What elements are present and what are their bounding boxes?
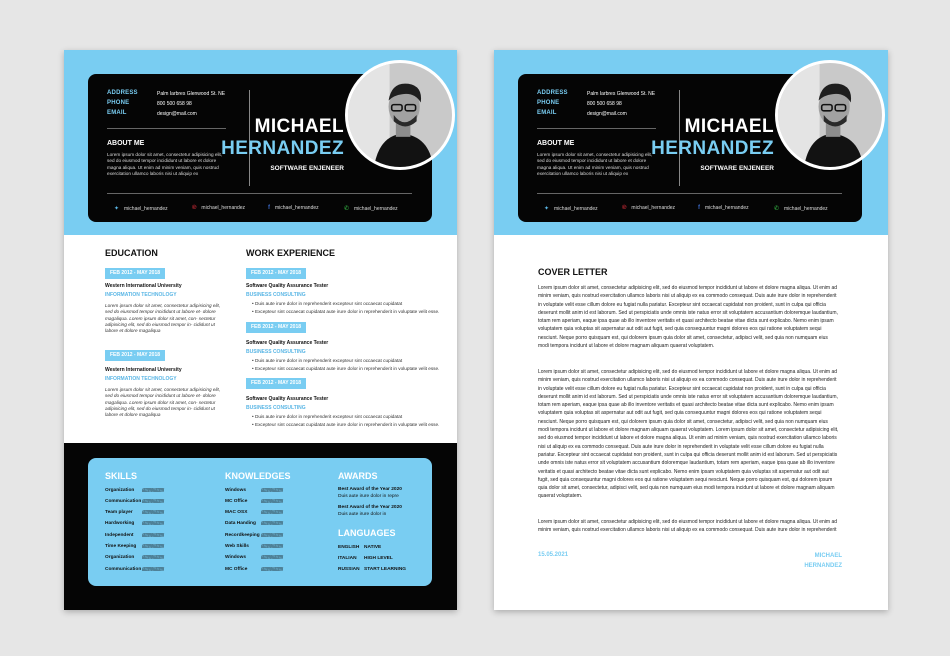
pinterest-icon: ℗: [192, 205, 197, 211]
skill-level-bar: ////////////////////: [142, 533, 164, 539]
award-title: Best Award of the Year 2020: [338, 487, 402, 492]
education-text: Lorem ipsum dolor sit amet, consectetur adipisicing elit, sed do eiusmod tempor incididunt ut labore et- dolore magaliqua. Lorem ipsum dolor sit amet, con- sectetur adipisicing elit, sed do eiusmod tempor in- cididunt ut labore et dolore magaliqua: [105, 387, 221, 418]
phone-label: PHONE: [537, 100, 560, 106]
phone-value: 800 500 658 98: [157, 101, 192, 107]
work-bullet: • Duis aute irure dolor in reprehenderit excepteur sint occaecat cupidatat: [252, 358, 403, 363]
work-date: FEB 2012 - MAY 2018: [246, 322, 306, 333]
knowledge-item: MC Office: [225, 567, 248, 572]
work-title: Software Quality Assurance Tester: [246, 340, 329, 346]
education-school: Western International University: [105, 283, 182, 289]
education-heading: EDUCATION: [105, 248, 158, 258]
social-twitter[interactable]: [114, 205, 168, 212]
social-divider: [107, 193, 412, 194]
skill-item: Time Keeping: [105, 544, 137, 549]
whatsapp-icon: ✆: [344, 206, 350, 212]
email-label: EMAIL: [537, 110, 557, 116]
work-date: FEB 2012 - MAY 2018: [246, 268, 306, 279]
social-pinterest[interactable]: [192, 205, 245, 211]
work-title: Software Quality Assurance Tester: [246, 283, 329, 289]
phone-label: PHONE: [107, 100, 130, 106]
contact-divider: [107, 128, 226, 129]
about-text: Lorem ipsum dolor sit amet, consectetur adipisicing elit, sed do eiusmod tempor incididunt ut labore et dolore magna aliqua. Ut enim ad minim veniam, quis nostrud exercitation ullamco laboris nisi ut aliquip ex: [107, 152, 223, 177]
language-name: ENGLISH: [338, 545, 360, 550]
portrait-image: [348, 63, 452, 167]
knowledge-level-bar: ////////////////////: [261, 521, 283, 527]
education-school: Western International University: [105, 367, 182, 373]
address-value: Palm Iarbres Glenwood St. NE: [587, 91, 656, 97]
skill-item: Organization: [105, 555, 135, 560]
skill-item: Communication: [105, 567, 142, 572]
job-title: SOFTWARE ENJENEER: [700, 165, 774, 172]
pinterest-icon: ℗: [622, 205, 627, 211]
skills-heading: SKILLS: [105, 471, 138, 481]
skill-level-bar: ////////////////////: [142, 488, 164, 494]
resume-page: [64, 50, 457, 610]
work-bullet: • Duis aute irure dolor in reprehenderit excepteur sint occaecat cupidatat: [252, 301, 403, 306]
address-label: ADDRESS: [107, 90, 138, 96]
skill-level-bar: ////////////////////: [142, 555, 164, 561]
skill-level-bar: ////////////////////: [142, 544, 164, 550]
awards-heading: AWARDS: [338, 471, 378, 481]
work-company: BUSINESS CONSULTING: [246, 349, 306, 355]
work-bullet: • Excepteur sint occaecat cupidatat aute irure dolor in reprehenderit in voluptate velit esse.: [252, 309, 440, 314]
whatsapp-icon: ✆: [774, 206, 780, 212]
skill-item: Organization: [105, 488, 135, 493]
twitter-icon: ✦: [114, 206, 120, 212]
signature-first-name: MICHAEL: [814, 553, 842, 559]
knowledge-item: MC Office: [225, 499, 248, 504]
about-text: Lorem ipsum dolor sit amet, consectetur adipisicing elit, sed do eiusmod tempor incididunt ut labore et dolore magna aliqua. Ut enim ad minim veniam, quis nostrud exercitation ullamco laboris nisi ut aliquip ex: [537, 152, 653, 177]
knowledge-item: Windows: [225, 555, 247, 560]
skill-level-bar: ////////////////////: [142, 521, 164, 527]
social-divider: [537, 193, 842, 194]
facebook-icon: f: [698, 205, 700, 211]
education-date: FEB 2012 - MAY 2018: [105, 350, 165, 361]
knowledge-level-bar: ////////////////////: [261, 533, 283, 539]
education-field: INFORMATION TECHNOLOGY: [105, 376, 177, 382]
language-level: HIGH LEVEL: [364, 556, 393, 561]
award-title: Best Award of the Year 2020: [338, 505, 402, 510]
cover-letter-page: [494, 50, 888, 610]
address-value: Palm Iarbres Glenwood St. NE: [157, 91, 226, 97]
twitter-handle: michael_hernandez: [124, 206, 168, 212]
knowledge-level-bar: ////////////////////: [261, 510, 283, 516]
social-whatsapp[interactable]: [774, 205, 828, 212]
social-twitter[interactable]: [544, 205, 598, 212]
profile-photo: [775, 60, 885, 170]
work-title: Software Quality Assurance Tester: [246, 396, 329, 402]
signature-last-name: HERNANDEZ: [804, 563, 842, 569]
facebook-handle: michael_hernandez: [275, 205, 319, 211]
award-desc: Duis aute irure dolor in repre: [338, 494, 399, 499]
work-bullet: • Excepteur sint occaecat cupidatat aute irure dolor in reprehenderit in voluptate velit esse.: [252, 422, 440, 427]
knowledge-item: Web Skills: [225, 544, 249, 549]
email-label: EMAIL: [107, 110, 127, 116]
first-name: MICHAEL: [684, 116, 774, 137]
skill-item: Hardworking: [105, 521, 135, 526]
facebook-icon: f: [268, 205, 270, 211]
education-text: Lorem ipsum dolor sit amet, consectetur adipisicing elit, sed do eiusmod tempor incididunt ut labore et- dolore magaliqua. Lorem ipsum dolor sit amet, con- sectetur adipisicing elit, sed do eiusmod tempor in- cididunt ut labore et dolore magaliqua: [105, 303, 221, 334]
skill-level-bar: ////////////////////: [142, 510, 164, 516]
knowledge-level-bar: ////////////////////: [261, 555, 283, 561]
about-heading: ABOUT ME: [107, 140, 145, 147]
pinterest-handle: michael_hernandez: [631, 205, 676, 211]
social-facebook[interactable]: [268, 205, 319, 211]
knowledge-level-bar: ////////////////////: [261, 544, 283, 550]
twitter-icon: ✦: [544, 206, 550, 212]
phone-value: 800 500 658 98: [587, 101, 622, 107]
job-title: SOFTWARE ENJENEER: [270, 165, 344, 172]
social-facebook[interactable]: [698, 205, 749, 211]
language-level: NATIVE: [364, 545, 382, 550]
knowledge-item: Data Handing: [225, 521, 256, 526]
twitter-handle: michael_hernandez: [554, 206, 598, 212]
education-field: INFORMATION TECHNOLOGY: [105, 292, 177, 298]
language-name: ITALIAN: [338, 556, 357, 561]
contact-divider: [537, 128, 656, 129]
skills-card: [88, 458, 432, 586]
email-value: design@mail.com: [587, 111, 627, 117]
knowledge-item: Recordkeeping: [225, 533, 260, 538]
languages-heading: LANGUAGES: [338, 528, 396, 538]
profile-photo: [345, 60, 455, 170]
knowledge-level-bar: ////////////////////: [261, 488, 283, 494]
cover-letter-paragraph: Lorem ipsum dolor sit amet, consectetur adipisicing elit, sed do eiusmod tempor incididunt ut labore et dolore magna aliqua. Ut enim ad minim veniam, quis nostrud exercitation ullamco laboris nisi ut aliquip ex ea commodo consequat. Duis aute irure dolor in reprehenderit: [538, 519, 838, 534]
skill-level-bar: ////////////////////: [142, 567, 164, 573]
first-name: MICHAEL: [254, 116, 344, 137]
email-value: design@mail.com: [157, 111, 197, 117]
social-whatsapp[interactable]: [344, 205, 398, 212]
knowledges-heading: KNOWLEDGES: [225, 471, 291, 481]
whatsapp-handle: michael_hernandez: [354, 206, 398, 212]
knowledge-item: MAC OSX: [225, 510, 248, 515]
cover-letter-paragraph: Lorem ipsum dolor sit amet, consectetur adipisicing elit, sed do eiusmod tempor incididunt ut labore et dolore magna aliqua. Ut enim ad minim veniam, quis nostrud exercitation ullamco laboris nisi ut aliquip ex ea commodo consequat. Duis aute irure dolor in reprehenderit in voluptate velit esse cillum dolore eu fugiat nulla pariatur. Excepteur sint occaecat cupidatat non proident, sunt in culpa qui officia deserunt mollit anim id est laborum. Sed ut perspiciatis unde omnis iste natus error sit voluptatem accusantium doloremque laudantium, totam rem aperiam, eaque ipsa quae ab illo inventore veritatis et quasi architecto beatae vitae dicta sunt explicabo. Nemo enim ipsam voluptatem quia voluptas sit aspernatur aut odit aut fugit, sed quia consequuntur magni dolores eos qui ratione voluptatem sequi nesciunt. Neque porro quisquam est, qui dolorem ipsum quia dolor sit amet, consectetur, adipisci velit, sed quia non numquam eius modi tempora incidunt ut labore et dolore magnam aliquam quaerat voluptatem. Lorem ipsum dolor sit amet, consectetur adipisicing elit, sed do eiusmod tempor incididunt ut labore et dolore magna aliqua. Ut enim ad minim veniam, quis nostrud exercitation ullamco laboris nisi ut aliquip ex ea commodo consequat. Duis aute irure dolor in reprehenderit in voluptate velit esse cillum dolore eu fugiat nulla pariatur. Excepteur sint occaecat cupidatat non proident, sunt in culpa qui officia deserunt mollit anim id est laborum. Sed ut perspiciatis unde omnis iste natus error sit voluptatem accusantium doloremque laudantium, totam rem aperiam, eaque ipsa quae ab illo inventore veritatis et quasi architecto beatae vitae dicta sunt explicabo. Nemo enim ipsam voluptatem quia voluptas sit aspernatur aut odit aut fugit, sed quia consequuntur magni dolores eos qui ratione voluptatem sequi nesciunt. Neque porro quisquam est, qui dolorem ipsum quia dolor sit amet, consectetur, adipisci velit, sed quia non numquam eius modi tempora incidunt ut labore et dolore magnam aliquam quaerat voluptatem.: [538, 369, 839, 500]
cover-letter-heading: COVER LETTER: [538, 267, 608, 277]
letter-date: 15.05.2021: [538, 552, 569, 558]
skill-level-bar: ////////////////////: [142, 499, 164, 505]
cover-letter-paragraph: Lorem ipsum dolor sit amet, consectetur adipisicing elit, sed do eiusmod tempor incididunt ut labore et dolore magna aliqua. Ut enim ad minim veniam, quis nostrud exercitation ullamco laboris nisi ut aliquip ex ea commodo consequat. Duis aute irure dolor in reprehenderit in voluptate velit esse cillum dolore eu fugiat nulla pariatur. Excepteur sint occaecat cupidatat non proident, sunt in culpa qui officia deserunt mollit anim id est laborum. Sed ut perspiciatis unde omnis iste natus error sit voluptatem accusantium doloremque laudantium, totam rem aperiam, eaque ipsa quae ab illo inventore veritatis et quasi architecto beatae vitae dicta sunt explicabo. Nemo enim ipsam voluptatem quia voluptas sit aspernatur aut odit aut fugit, sed quia consequuntur magni dolores eos qui ratione voluptatem sequi nesciunt. Neque porro quisquam est, qui dolorem ipsum quia dolor sit amet, consectetur, adipisci velit, sed quia non numquam eius modi tempora incidunt ut labore et dolore magnam aliquam quaerat voluptatem.: [538, 285, 838, 350]
last-name: HERNANDEZ: [221, 138, 344, 159]
facebook-handle: michael_hernandez: [705, 205, 749, 211]
whatsapp-handle: michael_hernandez: [784, 206, 828, 212]
work-date: FEB 2012 - MAY 2018: [246, 378, 306, 389]
knowledge-level-bar: ////////////////////: [261, 499, 283, 505]
social-pinterest[interactable]: [622, 205, 675, 211]
address-label: ADDRESS: [537, 90, 568, 96]
pinterest-handle: michael_hernandez: [201, 205, 246, 211]
education-date: FEB 2012 - MAY 2018: [105, 268, 165, 279]
language-name: RUSSIAN: [338, 567, 360, 572]
portrait-image: [778, 63, 882, 167]
work-bullet: • Excepteur sint occaecat cupidatat aute irure dolor in reprehenderit in voluptate velit esse.: [252, 366, 440, 371]
work-company: BUSINESS CONSULTING: [246, 292, 306, 298]
work-heading: WORK EXPERIENCE: [246, 248, 336, 258]
skill-item: Independent: [105, 533, 134, 538]
language-level: START LEARNING: [364, 567, 407, 572]
last-name: HERNANDEZ: [651, 138, 774, 159]
knowledge-item: Windows: [225, 488, 247, 493]
work-bullet: • Duis aute irure dolor in reprehenderit excepteur sint occaecat cupidatat: [252, 414, 403, 419]
skill-item: Team player: [105, 510, 133, 515]
work-company: BUSINESS CONSULTING: [246, 405, 306, 411]
knowledge-level-bar: ////////////////////: [261, 567, 283, 573]
award-desc: Duis aute irure dolor in: [338, 512, 387, 517]
about-heading: ABOUT ME: [537, 140, 575, 147]
skill-item: Communication: [105, 499, 142, 504]
